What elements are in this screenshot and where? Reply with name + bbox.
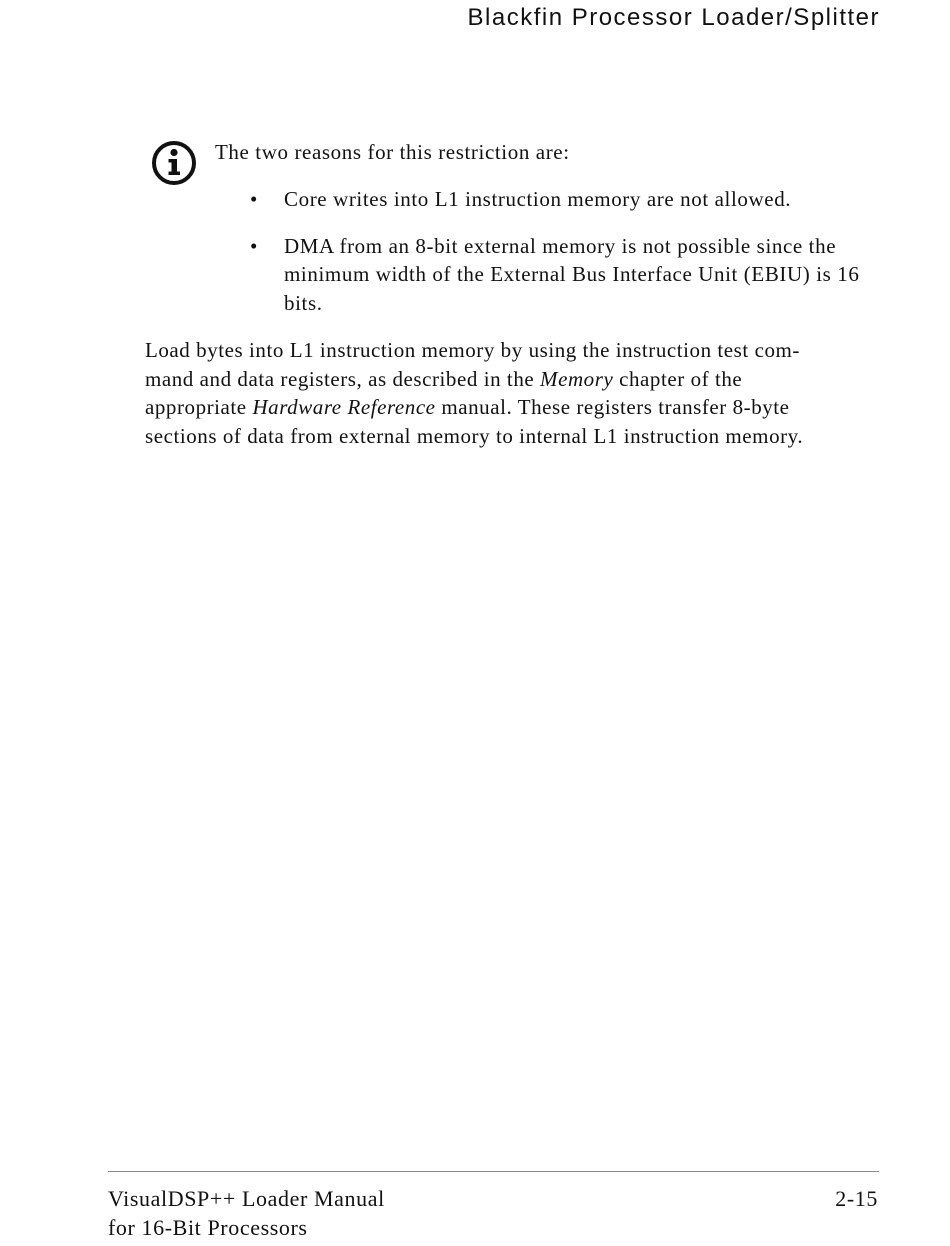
body-text: mand and data registers, as described in the bbox=[145, 366, 541, 391]
bullet-text: DMA from an 8-bit external memory is not possible since the minimum width of the External Bus Interface Unit (EBIU) is 16 bits. bbox=[284, 233, 860, 315]
body-line bbox=[145, 393, 885, 422]
body-paragraph bbox=[145, 336, 885, 450]
bullet-text: Core writes into L1 instruction memory are not allowed. bbox=[284, 187, 792, 211]
body-line: Load bytes into L1 instruction memory by using the instruction test com- bbox=[145, 338, 800, 362]
footer-title-line: for 16-Bit Processors bbox=[108, 1215, 308, 1240]
body-text: manual. These registers transfer 8-byte bbox=[435, 395, 790, 419]
body-line: sections of data from external memory to internal L1 instruction memory. bbox=[145, 423, 804, 448]
body-text: appropriate bbox=[145, 395, 253, 419]
note-intro: The two reasons for this restriction are: bbox=[215, 140, 570, 164]
note-bullet-list bbox=[250, 185, 870, 335]
body-text: chapter of the bbox=[613, 366, 743, 391]
footer-manual-title bbox=[108, 1184, 385, 1242]
bullet-marker: • bbox=[250, 187, 258, 211]
memory-chapter-reference: Memory bbox=[540, 366, 614, 391]
page-number: 2-15 bbox=[835, 1186, 878, 1211]
info-icon bbox=[151, 140, 197, 186]
footer-title-line: VisualDSP++ Loader Manual bbox=[108, 1186, 385, 1211]
note-bullet-item bbox=[250, 232, 870, 318]
running-header: Blackfin Processor Loader/Splitter bbox=[467, 4, 880, 31]
bullet-marker: • bbox=[250, 233, 258, 258]
note-bullet-item bbox=[250, 185, 870, 214]
footer-divider bbox=[108, 1171, 879, 1172]
hardware-reference-title: Hardware Reference bbox=[252, 395, 436, 419]
body-line bbox=[145, 365, 885, 394]
